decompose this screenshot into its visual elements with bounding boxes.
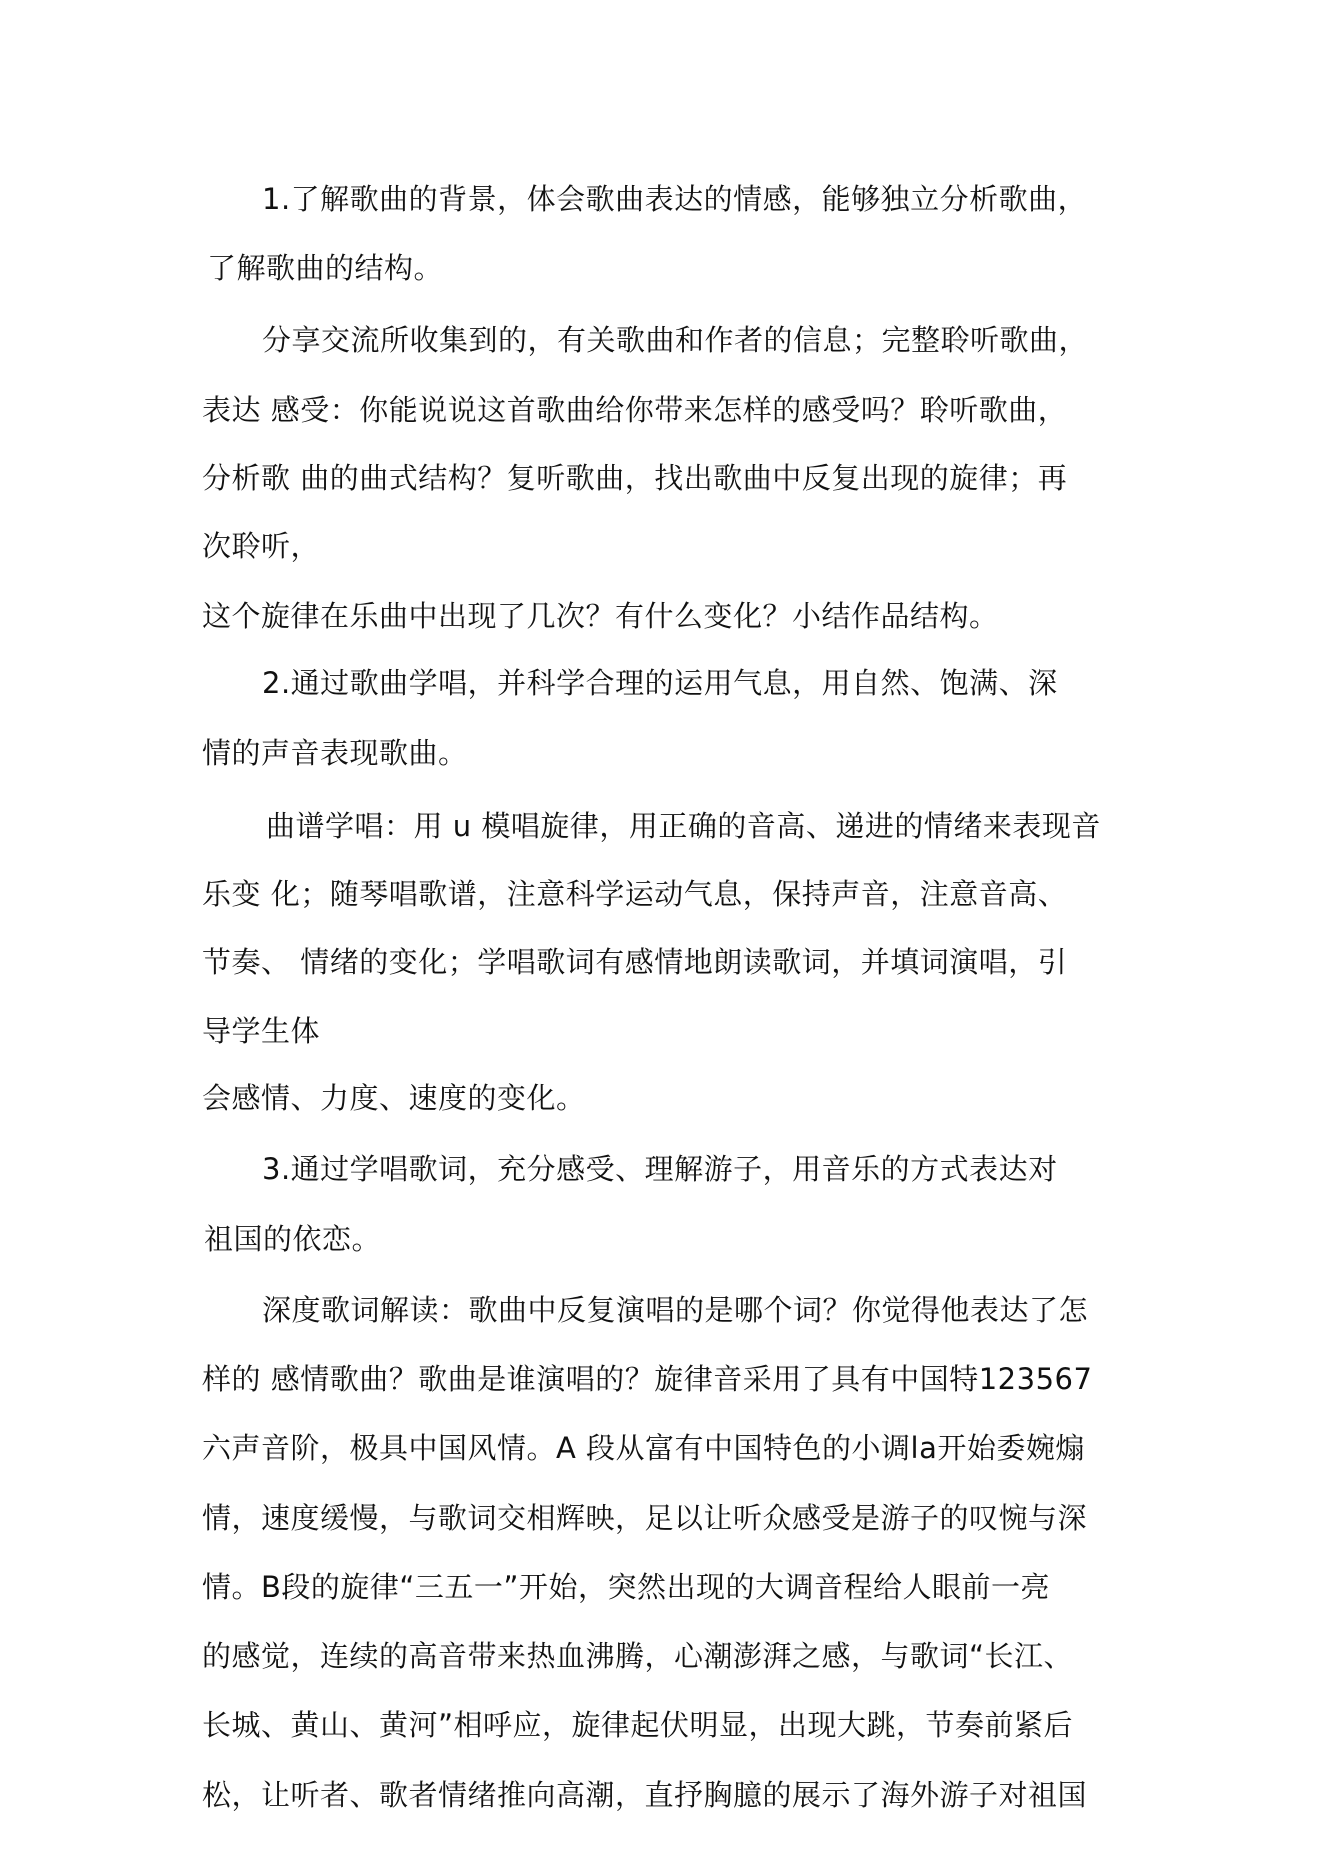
text-line: 情。B段的旋律“三五一”开始，突然出现的大调音程给人眼前一亮 bbox=[202, 1570, 1050, 1604]
text-line: 乐变 化；随琴唱歌谱，注意科学运动气息，保持声音，注意音高、 bbox=[202, 877, 1068, 911]
text-line: 这个旋律在乐曲中出现了几次？有什么变化？小结作品结构。 bbox=[202, 599, 999, 633]
text-line: 导学生体 bbox=[202, 1014, 321, 1048]
text-line: 分享交流所收集到的，有关歌曲和作者的信息；完整聆听歌曲， bbox=[262, 323, 1089, 357]
text-line: 情，速度缓慢，与歌词交相辉映，足以让听众感受是游子的叹惋与深 bbox=[202, 1501, 1088, 1535]
text-line: 祖国的依恋。 bbox=[204, 1222, 382, 1256]
text-line: 长城、黄山、黄河”相呼应，旋律起伏明显，出现大跳，节奏前紧后 bbox=[202, 1708, 1074, 1742]
text-line: 2.通过歌曲学唱，并科学合理的运用气息，用自然、饱满、深 bbox=[262, 666, 1058, 700]
text-line: 3.通过学唱歌词，充分感受、理解游子，用音乐的方式表达对 bbox=[262, 1152, 1058, 1186]
text-line: 次聆听， bbox=[202, 529, 321, 563]
text-line: 表达 感受：你能说说这首歌曲给你带来怎样的感受吗？聆听歌曲， bbox=[202, 393, 1068, 427]
text-line: 1.了解歌曲的背景，体会歌曲表达的情感，能够独立分析歌曲， bbox=[262, 182, 1088, 216]
text-line: 了解歌曲的结构。 bbox=[207, 251, 444, 285]
text-line: 节奏、 情绪的变化；学唱歌词有感情地朗读歌词，并填词演唱，引 bbox=[202, 945, 1068, 979]
text-line: 会感情、力度、速度的变化。 bbox=[202, 1081, 586, 1115]
text-line: 深度歌词解读：歌曲中反复演唱的是哪个词？你觉得他表达了怎 bbox=[262, 1293, 1089, 1327]
text-line: 的感觉，连续的高音带来热血沸腾，心潮澎湃之感，与歌词“长江、 bbox=[202, 1639, 1074, 1673]
text-line: 样的 感情歌曲？歌曲是谁演唱的？旋律音采用了具有中国特123567 bbox=[202, 1362, 1093, 1396]
text-line: 曲谱学唱：用 u 模唱旋律，用正确的音高、递进的情绪来表现音 bbox=[266, 809, 1101, 843]
text-line: 松，让听者、歌者情绪推向高潮，直抒胸臆的展示了海外游子对祖国 bbox=[202, 1778, 1088, 1812]
text-line: 情的声音表现歌曲。 bbox=[202, 736, 468, 770]
text-line: 分析歌 曲的曲式结构？复听歌曲，找出歌曲中反复出现的旋律；再 bbox=[202, 461, 1068, 495]
text-line: 六声音阶，极具中国风情。A 段从富有中国特色的小调la开始委婉煽 bbox=[202, 1431, 1085, 1465]
